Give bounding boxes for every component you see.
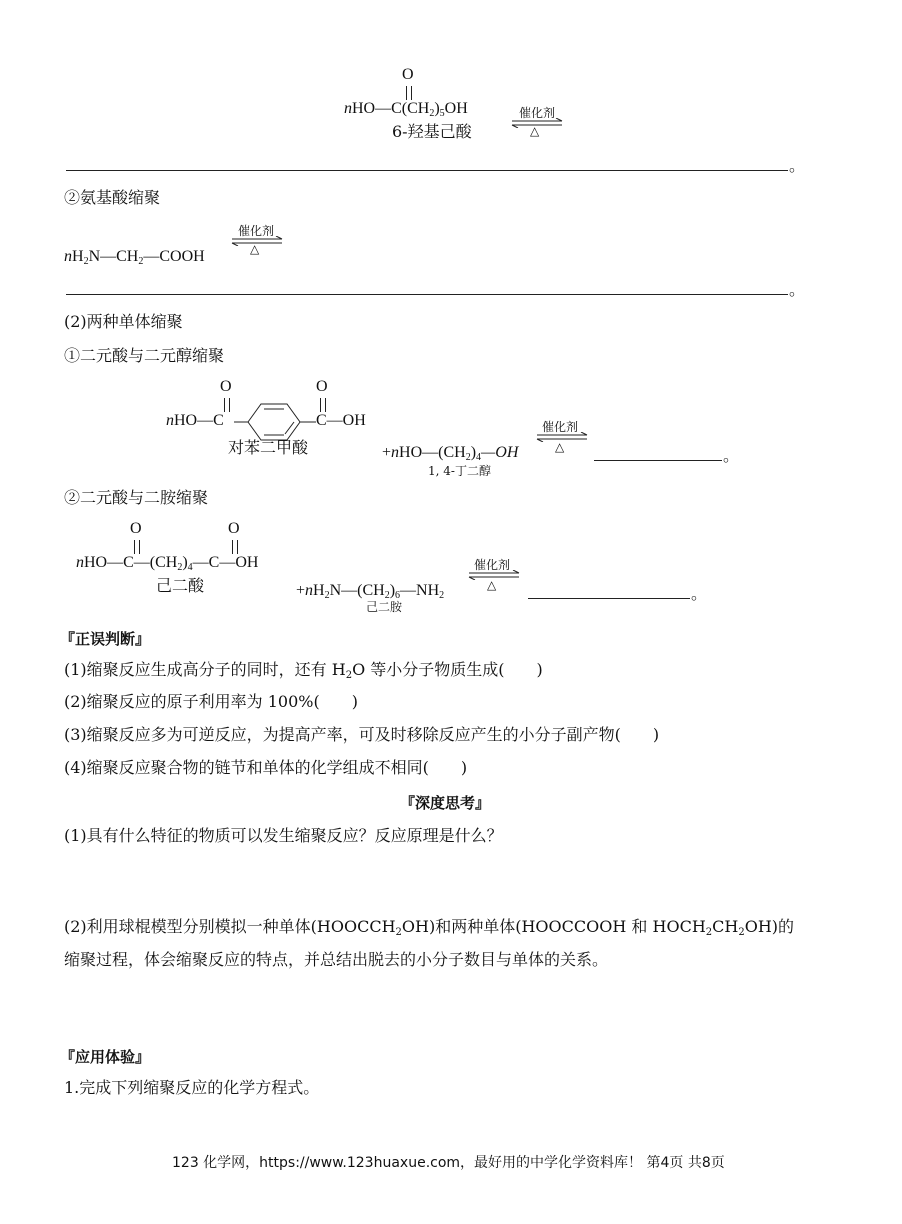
question-text: 1.完成下列缩聚反应的化学方程式。: [64, 1078, 320, 1097]
question-text: (1)具有什么特征的物质可以发生缩聚反应？反应原理是什么？: [64, 826, 503, 845]
section-header: 『深度思考』: [400, 794, 491, 812]
carbonyl-oxygen: O: [220, 378, 232, 395]
carbonyl-oxygen: O: [130, 520, 142, 537]
item-text: (1)缩聚反应生成高分子的同时，还有 H: [64, 660, 346, 679]
catalyst-label: 催化剂: [542, 420, 579, 434]
formula-part: N—(CH: [329, 582, 385, 599]
formula-part: ): [434, 100, 440, 117]
carbonyl-double-bond: [232, 540, 238, 554]
monomer-name: 己二胺: [366, 600, 403, 614]
section-header: 『应用体验』: [60, 1048, 151, 1066]
judge-item: [64, 660, 543, 680]
catalyst-label: 催化剂: [474, 558, 511, 572]
question-part: (2)利用球棍模型分别模拟一种单体(HOOCCH: [64, 917, 396, 936]
subscript: 2: [83, 256, 89, 267]
formula-part: —NH: [400, 582, 440, 599]
subscript: 5: [439, 108, 445, 119]
monomer-name: 6-羟基己酸: [392, 122, 472, 141]
page-footer: 123 化学网，https://www.123huaxue.com，最好用的中学化学资料库！ 第4页 共8页: [172, 1155, 725, 1171]
subscript: 2: [465, 452, 471, 463]
heat-symbol: △: [555, 440, 565, 454]
monomer-name: 己二酸: [156, 576, 205, 595]
question-text: [64, 917, 794, 937]
subscript: 2: [324, 590, 330, 601]
plus-sign: +: [382, 444, 392, 461]
carbonyl-oxygen: O: [402, 66, 414, 83]
end-mark: 。: [691, 584, 708, 603]
reaction1-formula: [344, 100, 468, 118]
heat-symbol: △: [250, 242, 260, 256]
carbonyl-double-bond: [320, 398, 326, 412]
amino-acid-formula: [64, 248, 205, 266]
question-text: 缩聚过程，体会缩聚反应的特点，并总结出脱去的小分子数目与单体的关系。: [64, 950, 609, 969]
subscript: 4: [187, 562, 193, 573]
monomer-name: 1, 4-丁二醇: [428, 464, 491, 478]
judge-item: (4)缩聚反应聚合物的链节和单体的化学组成不相同( ): [64, 758, 468, 777]
end-mark: 。: [789, 156, 806, 175]
plus-sign: +: [296, 582, 306, 599]
subscript: 2: [177, 562, 183, 573]
section-title: ②氨基酸缩聚: [64, 188, 161, 207]
formula-part: HO—C(CH: [352, 100, 430, 117]
section-title: (2)两种单体缩聚: [64, 312, 183, 331]
coefficient-n: n: [344, 100, 352, 117]
coefficient-n: n: [76, 554, 84, 571]
formula-part: —C—OH: [192, 554, 259, 571]
question-part: OH)的: [744, 917, 795, 936]
section-header: 『正误判断』: [60, 630, 151, 648]
formula-part: —OH: [481, 444, 519, 461]
subscript: 2: [705, 927, 713, 938]
subscript: 2: [439, 590, 445, 601]
coefficient-n: n: [391, 444, 400, 461]
subscript: 6: [395, 590, 401, 601]
subscript: 2: [345, 670, 353, 681]
subscript: 2: [138, 256, 144, 267]
carbonyl-double-bond: [134, 540, 140, 554]
catalyst-label: 催化剂: [519, 106, 556, 120]
acid-left-group: [166, 412, 224, 430]
heat-symbol: △: [487, 578, 497, 592]
formula-part: —COOH: [143, 248, 205, 265]
formula-part: HO—C—(CH: [84, 554, 178, 571]
formula-part: ): [389, 582, 396, 599]
subscript: 2: [738, 927, 745, 938]
coefficient-n: n: [64, 248, 72, 265]
diol-formula: [382, 444, 518, 462]
formula-part: H: [72, 248, 84, 265]
carbonyl-double-bond: [406, 86, 412, 100]
carbonyl-double-bond: [224, 398, 230, 412]
formula-part: N—CH: [88, 248, 139, 265]
end-mark: 。: [789, 280, 806, 299]
formula-part: OH: [444, 100, 468, 117]
subscript: 2: [395, 927, 402, 938]
formula-part: H: [313, 582, 325, 599]
carbonyl-oxygen: O: [316, 378, 328, 395]
coefficient-n: n: [166, 412, 174, 429]
subscript: 4: [476, 452, 482, 463]
judge-item: (2)缩聚反应的原子利用率为 100%( ): [64, 692, 358, 711]
carbonyl-oxygen: O: [228, 520, 240, 537]
judge-item: (3)缩聚反应多为可逆反应，为提高产率，可及时移除反应产生的小分子副产物( ): [64, 725, 660, 744]
formula-part: ): [470, 444, 477, 461]
monomer-name: 对苯二甲酸: [228, 438, 309, 457]
subscript: 2: [384, 590, 390, 601]
coefficient-n: n: [305, 582, 314, 599]
adipic-acid-formula: [76, 554, 258, 572]
heat-symbol: △: [530, 124, 540, 138]
answer-line: [594, 460, 722, 461]
question-part: CH: [712, 917, 739, 936]
formula-part: ): [182, 554, 188, 571]
catalyst-label: 催化剂: [238, 224, 275, 238]
acid-right-group: C—OH: [316, 412, 366, 429]
answer-line: [66, 294, 788, 295]
formula-part: HO—(CH: [399, 444, 466, 461]
subsection-title: ①二元酸与二元醇缩聚: [64, 346, 225, 365]
subscript: 2: [429, 108, 435, 119]
end-mark: 。: [723, 446, 740, 465]
answer-line: [66, 170, 788, 171]
answer-line: [528, 598, 690, 599]
item-text: O 等小分子物质生成( ): [352, 660, 543, 679]
formula-part: HO—C: [174, 412, 224, 429]
question-part: OH)和两种单体(HOOCCOOH 和 HOCH: [401, 917, 706, 936]
subsection-title: ②二元酸与二胺缩聚: [64, 488, 209, 507]
